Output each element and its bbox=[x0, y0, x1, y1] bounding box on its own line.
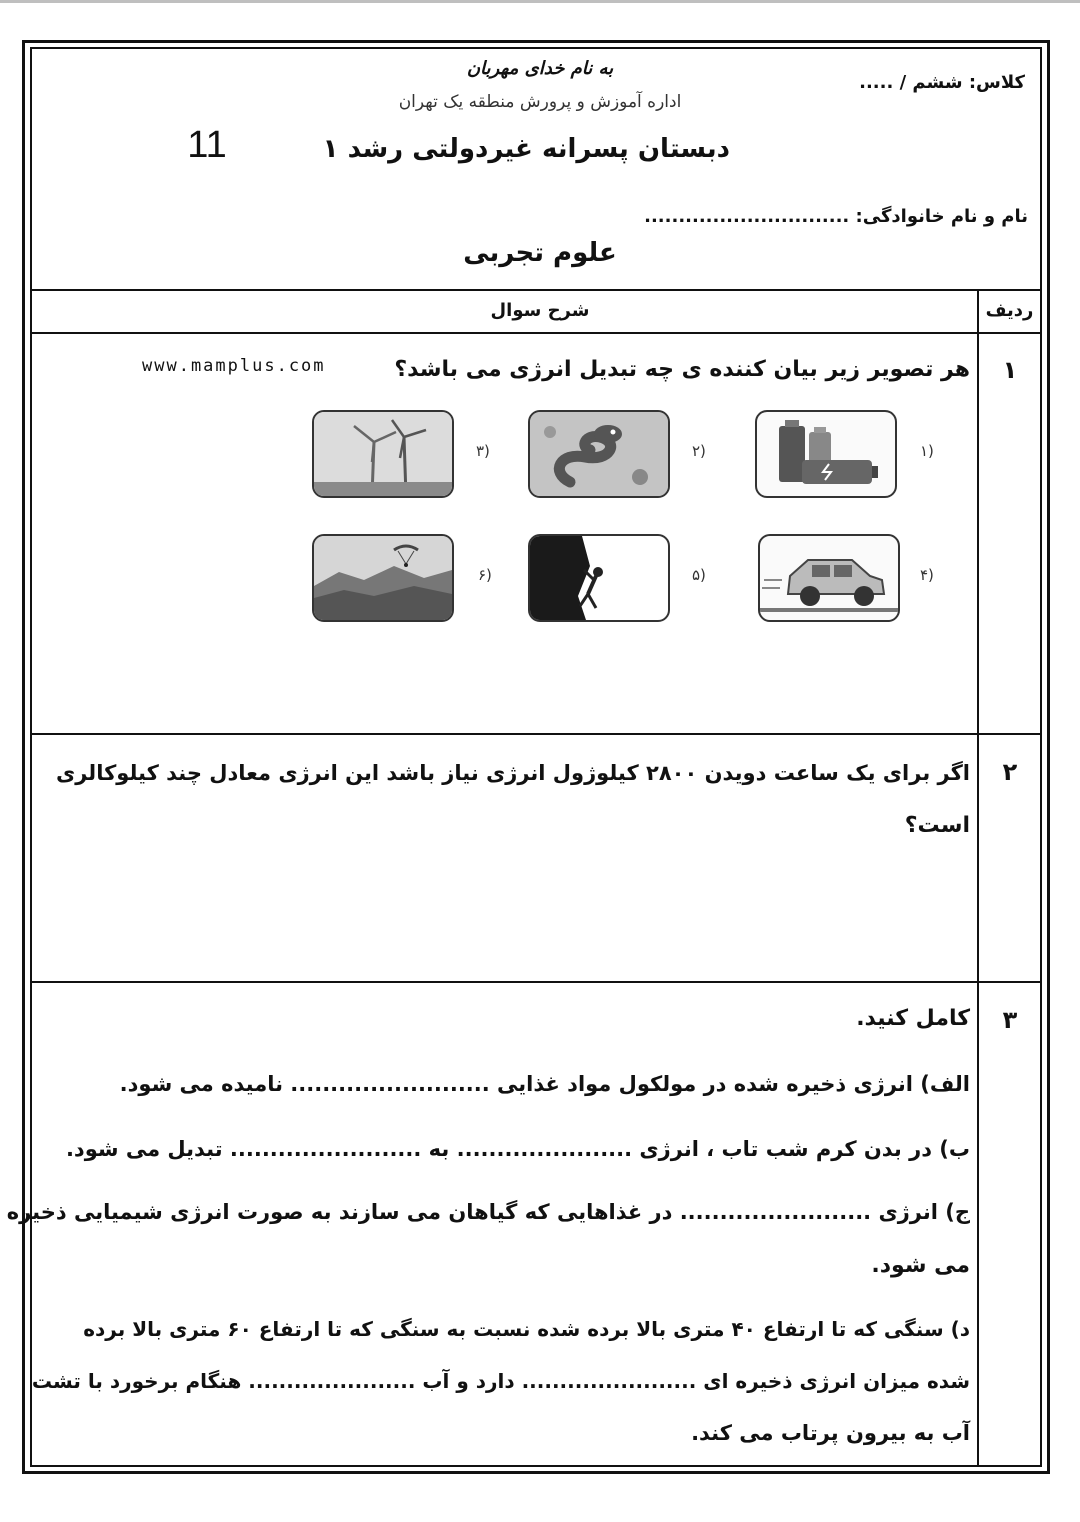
handwritten-number: 11 bbox=[187, 124, 227, 166]
question-2-line-2: است؟ bbox=[904, 813, 970, 838]
header-bottom-rule bbox=[30, 289, 1042, 291]
row-number-1: ۱ bbox=[1002, 356, 1018, 384]
question-3-intro: کامل کنید. bbox=[856, 1006, 970, 1031]
question-3-part-d-line-2: شده میزان انرژی ذخیره ای ....................... دارد و آب ...................... هنگام برخورد با تشت bbox=[31, 1369, 970, 1393]
rock-climber-icon bbox=[528, 534, 670, 622]
row-1-bottom-rule bbox=[30, 733, 1042, 735]
top-edge-line bbox=[0, 0, 1080, 3]
class-field: کلاس: ششم / ..... bbox=[859, 72, 1025, 93]
row-number-3: ۳ bbox=[1002, 1006, 1018, 1034]
question-column-header: شرح سوال bbox=[490, 300, 590, 321]
table-header-rule bbox=[30, 332, 1042, 334]
image-label-4: ۴) bbox=[920, 566, 934, 584]
question-3-part-d-line-3: آب به بیرون پرتاب می کند. bbox=[691, 1421, 970, 1445]
car-icon bbox=[758, 534, 900, 622]
school-name: دبستان پسرانه غیردولتی رشد ۱ bbox=[322, 134, 730, 164]
question-3-part-c-line-1: ج) انرژی ........................ در غذاهایی که گیاهان می سازند به صورت انرژی شیمیایی ذخیره bbox=[6, 1200, 970, 1224]
image-label-6: ۶) bbox=[478, 566, 492, 584]
question-3-part-b: ب) در بدن کرم شب تاب ، انرژی ...................... به ........................ تبدیل می شود. bbox=[65, 1137, 970, 1161]
question-3-part-a: الف) انرژی ذخیره شده در مولکول مواد غذایی ......................... نامیده می شود. bbox=[119, 1072, 970, 1096]
question-3-part-c-line-2: می شود. bbox=[871, 1253, 970, 1278]
paraglider-icon bbox=[312, 534, 454, 622]
image-label-5: ۵) bbox=[692, 566, 706, 584]
battery-icon bbox=[755, 410, 897, 498]
watermark-url: www.mamplus.com bbox=[142, 356, 326, 376]
image-label-1: ۱) bbox=[920, 442, 934, 460]
row-2-bottom-rule bbox=[30, 981, 1042, 983]
image-label-2: ۲) bbox=[692, 442, 706, 460]
bismillah: به نام خدای مهربان bbox=[466, 58, 614, 79]
question-3-part-d-line-1: د) سنگی که تا ارتفاع ۴۰ متری بالا برده شده نسبت به سنگی که تا ارتفاع ۶۰ متری بالا برده bbox=[83, 1317, 970, 1341]
row-number-column-header: ردیف bbox=[985, 300, 1034, 321]
wind-turbine-icon bbox=[312, 410, 454, 498]
row-number-2: ۲ bbox=[1002, 758, 1018, 786]
snake-icon bbox=[528, 410, 670, 498]
education-office: اداره آموزش و پرورش منطقه یک تهران bbox=[398, 92, 682, 112]
subject-title: علوم تجربی bbox=[463, 238, 617, 268]
row-number-column-divider bbox=[977, 290, 979, 1466]
question-2-line-1: اگر برای یک ساعت دویدن ۲۸۰۰ کیلوژول انرژی نیاز باشد این انرژی معادل چند کیلوکالری bbox=[56, 761, 970, 785]
question-1-text: هر تصویر زیر بیان کننده ی چه تبدیل انرژی می باشد؟ bbox=[394, 357, 970, 382]
image-label-3: ۳) bbox=[476, 442, 490, 460]
student-name-field: نام و نام خانوادگی: .............................. bbox=[644, 206, 1028, 227]
